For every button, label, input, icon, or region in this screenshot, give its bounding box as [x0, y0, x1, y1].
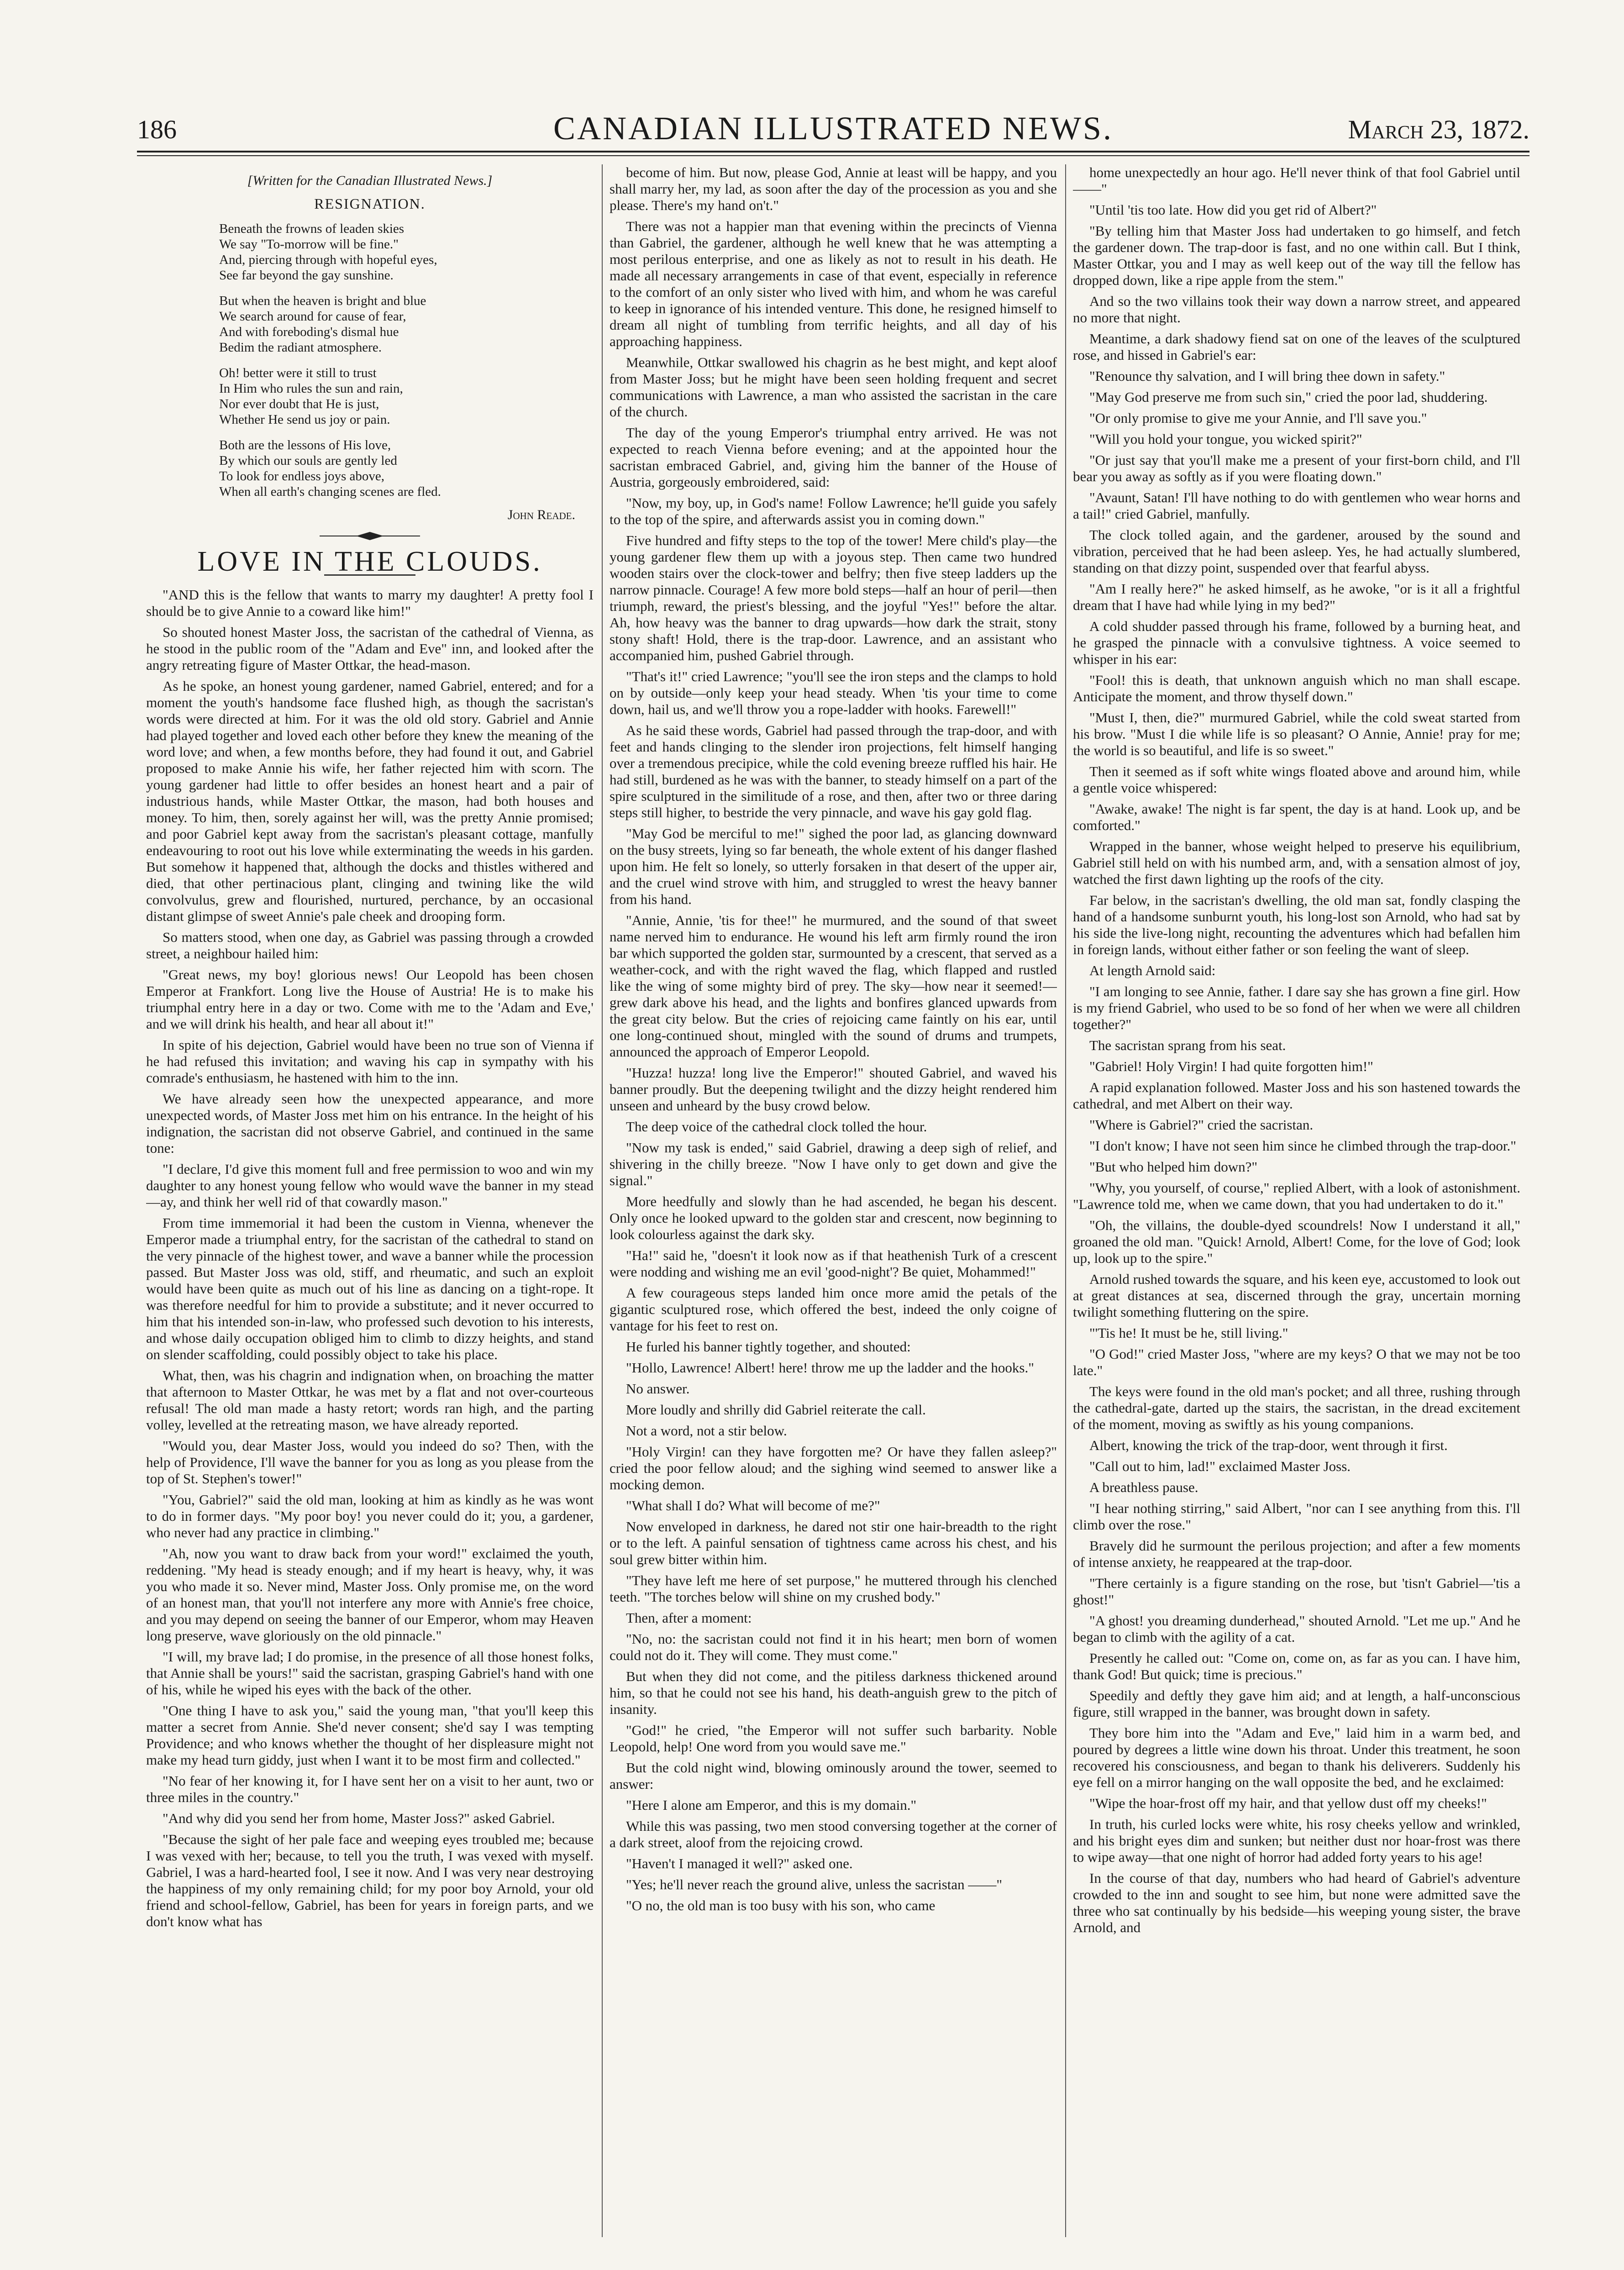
- paragraph: "One thing I have to ask you," said the young man, "that you'll keep this matter a secret from Annie. She'd never consent; she'd say I was tempting Providence; and who knows whether the thought of her displeasure might not make my head turn giddy, just when I want it to be most firm and collected.": [146, 1702, 594, 1768]
- ornament-divider: [146, 531, 594, 541]
- poem-line: We say "To-morrow will be fine.": [219, 237, 399, 252]
- paragraph: "You, Gabriel?" said the old man, looking at him as kindly as he was wont to do in former days. "My poor boy! you never could do it; you, a gardener, who never had any practice in climbing.": [146, 1492, 594, 1540]
- poem-stanza: [219, 365, 594, 427]
- publication-title: CANADIAN ILLUSTRATED NEWS.: [553, 110, 1113, 147]
- paragraph: But the cold night wind, blowing ominously around the tower, seemed to answer:: [610, 1760, 1057, 1792]
- poem-line: And, piercing through with hopeful eyes,: [219, 252, 437, 267]
- column-divider: [602, 164, 603, 2237]
- poem-line: But when the heaven is bright and blue: [219, 294, 426, 308]
- paragraph: Meanwhile, Ottkar swallowed his chagrin as he best might, and kept aloof from Master Joss; but he might have been seen holding frequent and secret communications with Lawrence, a man who assisted the sacristan in the care of the church.: [610, 354, 1057, 420]
- paragraph: "Am I really here?" he asked himself, as he awoke, "or is it all a frightful dream that I have had while lying in my bed?": [1073, 581, 1520, 613]
- paragraph: He furled his banner tightly together, and shouted:: [626, 1339, 911, 1355]
- paragraph: Five hundred and fifty steps to the top of the tower! Mere child's play—the young gardener flew them up with a joyous step. Then came two hundred wooden stairs over the clock-tower and belfry; then five steep ladders up the narrow pinnacle. Courage! A few more bold steps—half an hour of peril—then triumph, reward, the priest's blessing, and the joyful "Yes!" before the altar. Ah, how heavy was the banner to drag upwards—how dark the strait, stony stony shaft! Hold, there is the trap-door. Lawrence, and an assistant who accompanied him, pushed Gabriel through.: [610, 532, 1057, 663]
- paragraph: Not a word, not a stir below.: [626, 1423, 787, 1439]
- paragraph: A breathless pause.: [1089, 1479, 1198, 1495]
- story-title: LOVE IN THE CLOUDS.: [197, 546, 542, 577]
- story-text: [146, 587, 594, 1930]
- paragraph: Bravely did he surmount the perilous projection; and after a few moments of intense anxiety, he reappeared at the trap-door.: [1073, 1538, 1520, 1570]
- paragraph: "Haven't I managed it well?" asked one.: [626, 1855, 853, 1871]
- poem-line: We search around for cause of fear,: [219, 309, 406, 324]
- paragraph: "Why, you yourself, of course," replied Albert, with a look of astonishment. "Lawrence told me, when we came down, that you had undertaken to do it.": [1073, 1180, 1520, 1212]
- paragraph: Albert, knowing the trick of the trap-door, went through it first.: [1089, 1437, 1448, 1453]
- paragraph: "Or only promise to give me your Annie, and I'll save you.": [1089, 410, 1427, 426]
- paragraph: "Hollo, Lawrence! Albert! here! throw me up the ladder and the hooks.": [626, 1360, 1034, 1376]
- paragraph: Then, after a moment:: [626, 1610, 752, 1626]
- paragraph: "Must I, then, die?" murmured Gabriel, while the cold sweat started from his brow. "Must I die while life is so pleasant? O Annie, Annie! pray for me; the world is so beautiful, and life is so sweet.": [1073, 709, 1520, 758]
- paragraph: home unexpectedly an hour ago. He'll never think of that fool Gabriel until——": [1073, 164, 1520, 197]
- paragraph: In truth, his curled locks were white, his rosy cheeks yellow and wrinkled, and his bright eyes dim and sunken; but neither dust nor hoar-frost was there to wipe away—that one night of horror had added forty years to his age!: [1073, 1816, 1520, 1865]
- paragraph: "Ah, now you want to draw back from your word!" exclaimed the youth, reddening. "My head is steady enough; and if my heart is heavy, why, it was you who made it so. Never mind, Master Joss. Only promise me, on the word of an honest man, that you'll not interfere any more with Annie's free choice, and you may depend on seeing the banner of our Emperor, whom may Heaven long preserve, wave gloriously on the old pinnacle.": [146, 1545, 594, 1644]
- paragraph: "Huzza! huzza! long live the Emperor!" shouted Gabriel, and waved his banner proudly. But the deepening twilight and the dizzy height rendered him unseen and unheard by the busy crowd below.: [610, 1065, 1057, 1114]
- column-2: [610, 164, 1057, 2237]
- paragraph: "Now, my boy, up, in God's name! Follow Lawrence; he'll guide you safely to the top of the spire, and afterwards assist you in coming down.": [610, 495, 1057, 527]
- poem-author: John Reade.: [507, 507, 575, 522]
- paragraph: The deep voice of the cathedral clock tolled the hour.: [626, 1119, 927, 1135]
- paragraph: "Holy Virgin! can they have forgotten me? Or have they fallen asleep?" cried the poor fellow aloud; and the sighing wind seemed to answer like a mocking demon.: [610, 1444, 1057, 1492]
- paragraph: "Yes; he'll never reach the ground alive, unless the sacristan ——": [626, 1876, 1003, 1892]
- paragraph: Far below, in the sacristan's dwelling, the old man sat, fondly clasping the hand of a handsome sunburnt youth, his long-lost son Arnold, who had sat by his side the live-long night, recounting the adventures which had befallen him in foreign lands, without either father or son feeling the want of sleep.: [1073, 892, 1520, 957]
- paragraph: The sacristan sprang from his seat.: [1089, 1037, 1286, 1053]
- paragraph: From time immemorial it had been the custom in Vienna, whenever the Emperor made a triumphal entry, for the sacristan of the cathedral to stand on the very pinnacle of the highest tower, and wave a banner while the procession passed. But Master Joss was old, stiff, and rheumatic, and such an exploit would have been quite as much out of his line as dancing on a tight-rope. It was therefore needful for him to provide a substitute; and it never occurred to him that his intended son-in-law, who professed such devotion to his interests, and whose daily occupation obliged him to climb to dizzy heights, and stand on slender scaffolding, could possibly object to take his place.: [146, 1215, 594, 1362]
- paragraph: Meantime, a dark shadowy fiend sat on one of the leaves of the sculptured rose, and hissed in Gabriel's ear:: [1073, 331, 1520, 363]
- paragraph: "What shall I do? What will become of me?": [626, 1498, 880, 1513]
- paragraph: "Will you hold your tongue, you wicked spirit?": [1089, 431, 1362, 447]
- poem-line: Both are the lessons of His love,: [219, 438, 391, 452]
- poem-title: RESIGNATION.: [314, 195, 426, 212]
- paragraph: A few courageous steps landed him once more amid the petals of the gigantic sculptured rose, which offered the best, indeed the only coigne of vantage for his feet to rest on.: [610, 1285, 1057, 1334]
- paragraph: "Oh, the villains, the double-dyed scoundrels! Now I understand it all," groaned the old man. "Quick! Arnold, Albert! Come, for the love of God; look up, look up to the spire.": [1073, 1217, 1520, 1266]
- poem-stanza: [219, 437, 594, 499]
- poem-line: Beneath the frowns of leaden skies: [219, 221, 405, 236]
- paragraph: Then it seemed as if soft white wings floated above and around him, while a gentle voice whispered:: [1073, 763, 1520, 796]
- column-3: [1073, 164, 1520, 2237]
- poem-line: And with foreboding's dismal hue: [219, 325, 399, 339]
- paragraph: And so the two villains took their way down a narrow street, and appeared no more that night.: [1073, 293, 1520, 326]
- paragraph: The clock tolled again, and the gardener, aroused by the sound and vibration, perceived that he had been asleep. Yes, he had actually slumbered, standing on that dizzy point, suspended over that fearful abyss.: [1073, 527, 1520, 576]
- paragraph: While this was passing, two men stood conversing together at the corner of a dark street, aloof from the rejoicing crowd.: [610, 1818, 1057, 1850]
- poem-line: Oh! better were it still to trust: [219, 366, 377, 380]
- paragraph: As he spoke, an honest young gardener, named Gabriel, entered; and for a moment the youth's handsome face flushed high, as though the sacristan's words were directed at him. For it was the old old story. Gabriel and Annie had played together and loved each other before they knew the meaning of the word love; and when, a few months before, they had found it out, and Gabriel proposed to make Annie his wife, her father rejected him with scorn. The young gardener had little to offer besides an honest heart and a pair of industrious hands, while Master Ottkar, the mason, had both houses and money. To him, then, sorely against her will, was the pretty Annie promised; and poor Gabriel kept away from the sacristan's pleasant cottage, manfully endeavouring to root out his love while exterminating the weeds in his garden. But somehow it happened that, although the docks and thistles withered and died, that other pertinacious plant, clinging and twining like the wild convolvulus, grew and flourished, nurtured, perchance, by an occasional distant glimpse of sweet Annie's pale cheek and drooping form.: [146, 678, 594, 924]
- paragraph: "I don't know; I have not seen him since he climbed through the trap-door.": [1089, 1138, 1516, 1154]
- header-rule: [137, 151, 1529, 152]
- poem-line: Bedim the radiant atmosphere.: [219, 340, 382, 355]
- paragraph: Wrapped in the banner, whose weight helped to preserve his equilibrium, Gabriel still held on with his numbed arm, and, with a sensation almost of joy, watched the first dawn lighting up the roofs of the city.: [1073, 838, 1520, 887]
- paragraph: "Now my task is ended," said Gabriel, drawing a deep sigh of relief, and shivering in the chilly breeze. "Now I have only to get down and give the signal.": [610, 1140, 1057, 1188]
- poem-line: Nor ever doubt that He is just,: [219, 397, 379, 411]
- paragraph: In spite of his dejection, Gabriel would have been no true son of Vienna if he had refused this invitation; and waving his cap in sympathy with his comrade's enthusiasm, he hastened with him to the inn.: [146, 1037, 594, 1086]
- paragraph: "Avaunt, Satan! I'll have nothing to do with gentlemen who wear horns and a tail!" cried Gabriel, manfully.: [1073, 489, 1520, 522]
- paragraph: A cold shudder passed through his frame, followed by a burning heat, and he grasped the pinnacle with a convulsive tightness. A voice seemed to whisper in his ear:: [1073, 618, 1520, 667]
- column-divider: [1065, 164, 1066, 2237]
- paragraph: "A ghost! you dreaming dunderhead," shouted Arnold. "Let me up." And he began to climb with the agility of a cat.: [1073, 1613, 1520, 1645]
- paragraph: What, then, was his chagrin and indignation when, on broaching the matter that afternoon to Master Ottkar, he was met by a flat and not over-courteous refusal! The old man made a hasty retort; words ran high, and the parting volley, levelled at the retreating mason, we have already reported.: [146, 1367, 594, 1433]
- paragraph: "And why did you send her from home, Master Joss?" asked Gabriel.: [163, 1810, 555, 1826]
- paragraph: "Or just say that you'll make me a present of your first-born child, and I'll bear you away as softly as if you were floating down.": [1073, 452, 1520, 484]
- paragraph: "Where is Gabriel?" cried the sacristan.: [1089, 1117, 1314, 1133]
- paragraph: Now enveloped in darkness, he dared not stir one hair-breadth to the right or to the left. A painful sensation of tightness came across his chest, and his soul grew bitter within him.: [610, 1519, 1057, 1567]
- paragraph: More loudly and shrilly did Gabriel reiterate the call.: [626, 1402, 926, 1418]
- poem-line: Whether He send us joy or pain.: [219, 412, 390, 427]
- paragraph: As he said these words, Gabriel had passed through the trap-door, and with feet and hands clinging to the slender iron projections, felt himself hanging over a tremendous precipice, while the cold evening breeze ruffled his hair. He had still, burdened as he was with the banner, to steady himself on a part of the spire sculptured in the similitude of a rose, and then, after two or three daring steps still higher, to bestride the very pinnacle, and wave his gay gold flag.: [610, 722, 1057, 820]
- poem-credit: [Written for the Canadian Illustrated News.]: [247, 173, 493, 188]
- paragraph: The day of the young Emperor's triumphal entry arrived. He was not expected to reach Vienna before evening; and at the appointed hour the sacristan embraced Gabriel, and, giving him the banner of the House of Austria, gorgeously embroidered, said:: [610, 425, 1057, 490]
- poem-body: [146, 221, 594, 499]
- paragraph: In the course of that day, numbers who had heard of Gabriel's adventure crowded to the inn and sought to see him, but none were admitted save the three who sat continually by his bedside—his weeping young sister, the brave Arnold, and: [1073, 1870, 1520, 1935]
- paragraph: "Annie, Annie, 'tis for thee!" he murmured, and the sound of that sweet name nerved him to endurance. He wound his left arm firmly round the iron bar which supported the golden star, surmounted by a crescent, that served as a weather-cock, and with the right waved the flag, which flapped and rustled like the wing of some mighty bird of prey. The sky—how near it seemed!—grew dark above his head, and the lights and bonfires glanced upwards from the great city below. But the cries of rejoicing came faintly on his ear, until one long-continued shout, mingled with the sound of drums and trumpets, announced the approach of Emperor Leopold.: [610, 912, 1057, 1060]
- paragraph: "'Tis he! It must be he, still living.": [1089, 1325, 1288, 1341]
- paragraph: "But who helped him down?": [1089, 1159, 1257, 1175]
- column-1: [146, 164, 594, 2237]
- paragraph: So shouted honest Master Joss, the sacristan of the cathedral of Vienna, as he stood in the public room of the "Adam and Eve" inn, and looked after the angry retreating figure of Master Ottkar, the head-mason.: [146, 624, 594, 673]
- paragraph: "I declare, I'd give this moment full and free permission to woo and win my daughter to any honest young fellow who would wave the banner in my stead—ay, and think her well rid of that cowardly mason.": [146, 1161, 594, 1210]
- paragraph: Arnold rushed towards the square, and his keen eye, accustomed to look out at great distances at sea, discerned through the gray, uncertain morning twilight something fluttering on the spire.: [1073, 1271, 1520, 1320]
- paragraph: "Awake, awake! The night is far spent, the day is at hand. Look up, and be comforted.": [1073, 801, 1520, 833]
- ornament-icon: [320, 531, 420, 541]
- paragraph: No answer.: [626, 1381, 690, 1397]
- paragraph: "God!" he cried, "the Emperor will not suffer such barbarity. Noble Leopold, help! One word from you would save me.": [610, 1722, 1057, 1755]
- paragraph: "Gabriel! Holy Virgin! I had quite forgotten him!": [1089, 1058, 1373, 1074]
- paragraph: "I will, my brave lad; I do promise, in the presence of all those honest folks, that Annie shall be yours!" said the sacristan, grasping Gabriel's hand with one of his, while he wiped his eyes with the back of the other.: [146, 1649, 594, 1697]
- paragraph: "By telling him that Master Joss had undertaken to go himself, and fetch the gardener down. The trap-door is fast, and no one within call. But I think, Master Ottkar, you and I may as well keep out of the way till the fellow has dropped down, like a ripe apple from the stem.": [1073, 223, 1520, 288]
- paragraph: "No, no: the sacristan could not find it in his heart; men born of women could not do it. They will come. They must come.": [610, 1631, 1057, 1663]
- poem-line: See far beyond the gay sunshine.: [219, 268, 394, 283]
- paragraph: "May God be merciful to me!" sighed the poor lad, as glancing downward on the busy streets, lying so far beneath, the whole extent of his danger flashed upon him. He felt so lonely, so utterly forsaken in that desert of the upper air, and the cruel wind strove with him, and struggled to wrest the heavy banner from his hand.: [610, 825, 1057, 907]
- paragraph: "I am longing to see Annie, father. I dare say she has grown a fine girl. How is my friend Gabriel, who used to be so fond of her when we were all children together?": [1073, 983, 1520, 1032]
- story-text: [610, 164, 1057, 1914]
- page-header: [137, 110, 1529, 164]
- paragraph: We have already seen how the unexpected appearance, and more unexpected words, of Master Joss met him on his entrance. In the height of his indignation, the sacristan did not observe Gabriel, and continued in the same tone:: [146, 1091, 594, 1156]
- paragraph: "O no, the old man is too busy with his son, who came: [626, 1897, 936, 1913]
- paragraph: "That's it!" cried Lawrence; "you'll see the iron steps and the clamps to hold on by outside—only keep your head steady. When 'tis your time to come down, hail us, and we'll throw you a rope-ladder with hooks. Farewell!": [610, 668, 1057, 717]
- paragraph: The keys were found in the old man's pocket; and all three, rushing through the cathedral-gate, darted up the stairs, the sacristan, in the dread excitement of the moment, moving as swiftly as his young companions.: [1073, 1383, 1520, 1432]
- paragraph: "Renounce thy salvation, and I will bring thee down in safety.": [1089, 368, 1445, 384]
- paragraph: "Wipe the hoar-frost off my hair, and that yellow dust off my cheeks!": [1089, 1795, 1487, 1811]
- paragraph: "AND this is the fellow that wants to marry my daughter! A pretty fool I should be to give Annie to a coward like him!": [146, 587, 594, 619]
- header-rule-thin: [137, 155, 1529, 156]
- story-text: [1073, 164, 1520, 1936]
- paragraph: They bore him into the "Adam and Eve," laid him in a warm bed, and poured by degrees a little wine down his throat. Under this treatment, he soon recovered his consciousness, and began to thank his deliverers. Suddenly his eye fell on a mirror hanging on the wall opposite the bed, and he exclaimed:: [1073, 1725, 1520, 1790]
- paragraph: There was not a happier man that evening within the precincts of Vienna than Gabriel, the gardener, although he well knew that he was attempting a most perilous enterprise, and one as likely as not to result in his death. He made all necessary arrangements in case of that event, especially in reference to the comfort of an only sister who lived with him, and whom he was careful to keep in ignorance of his intended venture. This done, he resigned himself to dream all night of tumbling from terrific heights, and all day of his approaching happiness.: [610, 218, 1057, 349]
- paragraph: "They have left me here of set purpose," he muttered through his clenched teeth. "The torches below will shine on my crushed body.": [610, 1572, 1057, 1605]
- paragraph: "Great news, my boy! glorious news! Our Leopold has been chosen Emperor at Frankfort. Long live the House of Austria! He is to make his triumphal entry here in a day or two. Come with me to the 'Adam and Eve,' and we will drink his health, and hear all about it!": [146, 967, 594, 1032]
- paragraph: Speedily and deftly they gave him aid; and at length, a half-unconscious figure, still wrapped in the banner, was brought down in safety.: [1073, 1687, 1520, 1720]
- paragraph: So matters stood, when one day, as Gabriel was passing through a crowded street, a neighbour hailed him:: [146, 929, 594, 962]
- paragraph: "Would you, dear Master Joss, would you indeed do so? Then, with the help of Providence, I'll wave the banner for you as long as you please from the top of St. Stephen's tower!": [146, 1438, 594, 1487]
- poem-line: When all earth's changing scenes are fled.: [219, 484, 441, 499]
- paragraph: "Ha!" said he, "doesn't it look now as if that heathenish Turk of a crescent were nodding and wishing me an evil 'good-night'? Be quiet, Mohammed!": [610, 1247, 1057, 1280]
- issue-date: March 23, 1872.: [1348, 115, 1529, 144]
- poem-line: By which our souls are gently led: [219, 453, 397, 468]
- page-number: 186: [137, 115, 177, 144]
- paragraph: become of him. But now, please God, Annie at least will be happy, and you shall marry her, my lad, as soon after the day of the procession as you and she please. There's my hand on't.": [610, 164, 1057, 213]
- poem-stanza: [219, 221, 594, 283]
- paragraph: "I hear nothing stirring," said Albert, "nor can I see anything from this. I'll climb over the rose.": [1073, 1500, 1520, 1533]
- paragraph: "May God preserve me from such sin," cried the poor lad, shuddering.: [1089, 389, 1488, 405]
- paragraph: At length Arnold said:: [1089, 962, 1216, 978]
- paragraph: "Fool! this is death, that unknown anguish which no man shall escape. Anticipate the moment, and throw thyself down.": [1073, 672, 1520, 704]
- paragraph: "Here I alone am Emperor, and this is my domain.": [626, 1797, 917, 1813]
- paragraph: "Because the sight of her pale face and weeping eyes troubled me; because I was vexed with her; because, to tell you the truth, I was vexed with myself. Gabriel, I was a hard-hearted fool, I see it now. And I was very near destroying the happiness of my only remaining child; for my poor boy Arnold, your old friend and school-fellow, Gabriel, has been for years in foreign parts, and we don't know what has: [146, 1831, 594, 1929]
- poem-line: In Him who rules the sun and rain,: [219, 381, 403, 396]
- paragraph: "Until 'tis too late. How did you get rid of Albert?": [1089, 202, 1377, 218]
- poem-stanza: [219, 293, 594, 355]
- paragraph: But when they did not come, and the pitiless darkness thickened around him, so that he could not see his hand, his death-anguish grew to the pitch of insanity.: [610, 1668, 1057, 1717]
- paragraph: "No fear of her knowing it, for I have sent her on a visit to her aunt, two or three miles in the country.": [146, 1773, 594, 1805]
- paragraph: Presently he called out: "Come on, come on, as far as you can. I have him, thank God! But quick; time is precious.": [1073, 1650, 1520, 1682]
- poem-line: To look for endless joys above,: [219, 469, 385, 483]
- paragraph: A rapid explanation followed. Master Joss and his son hastened towards the cathedral, and met Albert on their way.: [1073, 1079, 1520, 1112]
- paragraph: "Call out to him, lad!" exclaimed Master Joss.: [1089, 1458, 1351, 1474]
- paragraph: "There certainly is a figure standing on the rose, but 'tisn't Gabriel—'tis a ghost!": [1073, 1575, 1520, 1608]
- paragraph: More heedfully and slowly than he had ascended, he began his descent. Only once he looked upward to the golden star and crescent, now beginning to look colourless against the dark sky.: [610, 1193, 1057, 1242]
- paragraph: "O God!" cried Master Joss, "where are my keys? O that we may not be too late.": [1073, 1346, 1520, 1378]
